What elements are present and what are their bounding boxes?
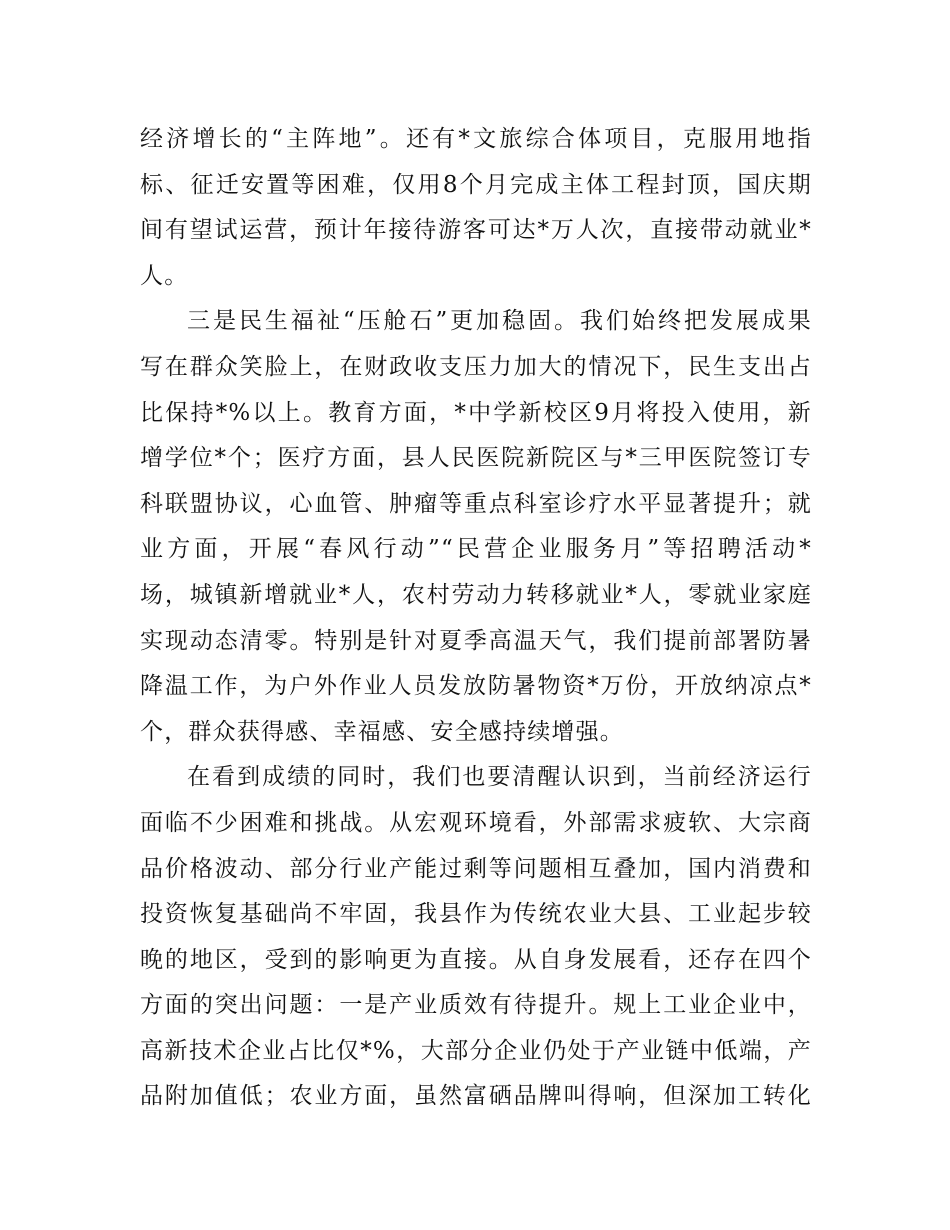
text-line: 场，城镇新增就业*人，农村劳动力转移就业*人，零就业家庭 (140, 581, 812, 608)
paragraph-2 (140, 299, 812, 755)
text-line: 高新技术企业占比仅*%，大部分企业仍处于产业链中低端，产 (140, 1037, 812, 1064)
text-line: 方面的突出问题：一是产业质效有待提升。规上工业企业中， (140, 992, 812, 1019)
text-line: 业方面，开展“春风行动”“民营企业服务月”等招聘活动* (140, 536, 812, 563)
text-line: 面临不少困难和挑战。从宏观环境看，外部需求疲软、大宗商 (140, 809, 812, 836)
document-body (140, 117, 812, 1120)
text-line: 科联盟协议，心血管、肿瘤等重点科室诊疗水平显著提升；就 (140, 490, 812, 517)
text-line: 写在群众笑脸上，在财政收支压力加大的情况下，民生支出占 (140, 353, 812, 380)
text-line: 增学位*个；医疗方面，县人民医院新院区与*三甲医院签订专 (140, 445, 812, 472)
paragraph-1 (140, 117, 812, 299)
text-line: 品价格波动、部分行业产能过剩等问题相互叠加，国内消费和 (140, 855, 812, 882)
text-line: 实现动态清零。特别是针对夏季高温天气，我们提前部署防暑 (140, 627, 812, 654)
text-line: 品附加值低；农业方面，虽然富硒品牌叫得响，但深加工转化 (140, 1083, 812, 1110)
text-line: 三是民生福祉“压舱石”更加稳固。我们始终把发展成果 (187, 308, 812, 335)
text-line: 比保持*%以上。教育方面，*中学新校区9月将投入使用，新 (140, 399, 812, 426)
text-line: 间有望试运营，预计年接待游客可达*万人次，直接带动就业* (140, 217, 812, 244)
text-line: 在看到成绩的同时，我们也要清醒认识到，当前经济运行 (187, 764, 812, 791)
text-line: 标、征迁安置等困难，仅用8个月完成主体工程封顶，国庆期 (140, 171, 812, 198)
text-line: 投资恢复基础尚不牢固，我县作为传统农业大县、工业起步较 (140, 901, 812, 928)
text-line: 晚的地区，受到的影响更为直接。从自身发展看，还存在四个 (140, 946, 812, 973)
paragraph-3 (140, 755, 812, 1120)
text-line: 经济增长的“主阵地”。还有*文旅综合体项目，克服用地指 (140, 126, 812, 152)
text-line: 人。 (140, 262, 189, 289)
text-line: 降温工作，为户外作业人员发放防暑物资*万份，开放纳凉点* (140, 673, 812, 700)
text-line: 个，群众获得感、幸福感、安全感持续增强。 (140, 718, 624, 745)
